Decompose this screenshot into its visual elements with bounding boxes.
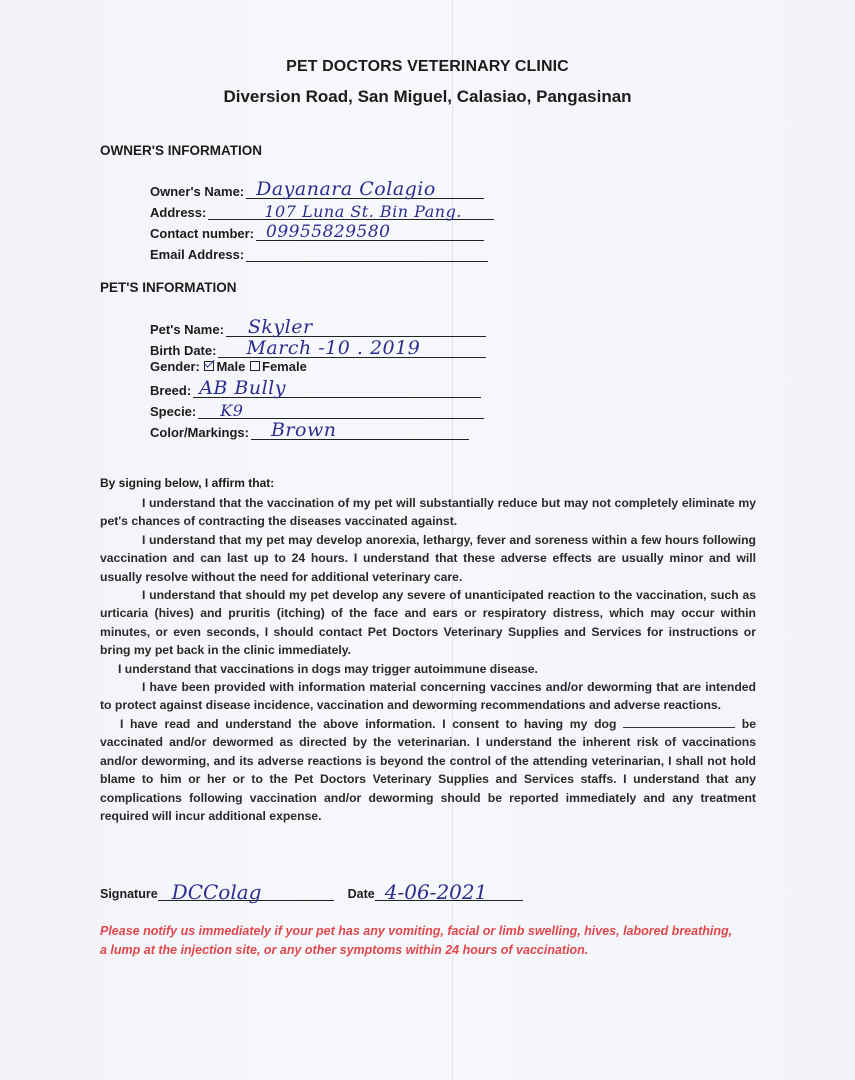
pet-name-label: Pet's Name: xyxy=(150,322,224,337)
pet-color-label: Color/Markings: xyxy=(150,425,249,440)
pet-birth-label: Birth Date: xyxy=(150,343,217,358)
pet-breed-row xyxy=(150,378,481,398)
affirmation-body xyxy=(100,494,756,825)
affirmation-p3: I understand that should my pet develop any severe of unanticipated reaction to the vaccination, such as urticaria (hives) and pruritis (itching) of the face and ears or respiratory distress, which may occur within minutes, or even seconds, I should contact Pet Doctors Veterinary Supplies and Services for instructions or bring my pet back in the clinic immediately. xyxy=(100,588,756,658)
male-label: Male xyxy=(216,359,246,374)
owner-name-row xyxy=(150,179,484,199)
signature-label: Signature xyxy=(100,887,158,901)
owner-contact-row xyxy=(150,221,484,241)
pet-name-row xyxy=(150,317,486,337)
date-value: 4-06-2021 xyxy=(384,880,488,904)
affirmation-p6-start: I have read and understand the above information. I consent to having my dog xyxy=(120,716,617,731)
owner-contact-field[interactable] xyxy=(256,222,484,241)
owner-email-row xyxy=(150,242,488,262)
affirmation-p4: I understand that vaccinations in dogs may trigger autoimmune disease. xyxy=(118,661,538,676)
gender-label: Gender: xyxy=(150,359,200,374)
owner-name-value: Dayanara Colagio xyxy=(256,178,436,200)
pet-name-value: Skyler xyxy=(247,316,313,338)
pet-birth-row xyxy=(150,338,486,358)
dog-name-blank[interactable] xyxy=(623,717,735,728)
owner-address-label: Address: xyxy=(150,205,207,220)
date-field[interactable] xyxy=(375,878,523,904)
pet-name-field[interactable] xyxy=(226,318,486,337)
affirmation-p5: I have been provided with information material concerning vaccines and/or deworming that are intended to protect against disease incidence, vaccination and deworming recommendations and adverse reactions. xyxy=(100,680,756,713)
owner-address-field[interactable] xyxy=(208,201,494,220)
pet-specie-value: K9 xyxy=(220,401,244,420)
owner-address-value: 107 Luna St. Bin Pang. xyxy=(264,202,462,221)
warning-notice: Please notify us immediately if your pet has any vomiting, facial or limb swelling, hives, labored breathing, a lump at the injection site, or any other symptoms within 24 hours of vaccination. xyxy=(100,924,733,957)
affirmation-p6-end: be vaccinated and/or dewormed as directed by the veterinarian. I understand the inherent risk of vaccinations and/or deworming, and its adverse reactions is beyond the control of the attending veterinarian, I shall not hold blame to him or her or to the Pet Doctors Veterinary Supplies and Services staffs. I understand that any complications following vaccination and/or deworming should be reported immediately and any treatment required will incur additional expense. xyxy=(100,716,756,823)
owner-name-field[interactable] xyxy=(246,180,484,199)
pet-breed-field[interactable] xyxy=(193,379,481,398)
owner-section-title: OWNER'S INFORMATION xyxy=(100,143,262,158)
pet-color-field[interactable] xyxy=(251,421,469,440)
pet-breed-label: Breed: xyxy=(150,383,192,398)
affirmation-p6 xyxy=(100,715,756,825)
owner-email-field[interactable] xyxy=(246,243,488,262)
clinic-address: Diversion Road, San Miguel, Calasiao, Pangasinan xyxy=(223,87,632,106)
female-label: Female xyxy=(262,359,307,374)
pet-birth-field[interactable] xyxy=(218,339,486,358)
female-checkbox[interactable] xyxy=(250,361,260,371)
gender-row xyxy=(150,359,307,374)
owner-contact-value: 09955829580 xyxy=(266,222,391,242)
pet-specie-label: Specie: xyxy=(150,404,197,419)
clinic-name: PET DOCTORS VETERINARY CLINIC xyxy=(286,58,569,75)
pet-section-title: PET'S INFORMATION xyxy=(100,280,237,295)
pet-color-row xyxy=(150,420,469,440)
signature-row xyxy=(100,878,523,904)
pet-breed-value: AB Bully xyxy=(199,377,286,399)
male-checkbox[interactable] xyxy=(204,361,214,371)
pet-color-value: Brown xyxy=(270,419,337,441)
owner-email-label: Email Address: xyxy=(150,247,245,262)
signature-field[interactable] xyxy=(158,878,334,904)
pet-specie-row xyxy=(150,399,484,419)
owner-address-row xyxy=(150,200,494,220)
signature-value: DCColag xyxy=(171,880,262,904)
owner-name-label: Owner's Name: xyxy=(150,184,245,199)
pet-birth-value: March -10 . 2019 xyxy=(246,337,421,359)
affirmation-p1: I understand that the vaccination of my pet will substantially reduce but may not completely eliminate my pet's chances of contracting the diseases vaccinated against. xyxy=(100,496,756,529)
date-label: Date xyxy=(347,887,375,901)
pet-specie-field[interactable] xyxy=(198,400,484,419)
affirmation-p2: I understand that my pet may develop anorexia, lethargy, fever and soreness within a few hours following vaccination and can last up to 24 hours. I understand that these adverse effects are usually minor and will usually resolve without the need for additional veterinary care. xyxy=(100,532,756,584)
affirmation-title: By signing below, I affirm that: xyxy=(100,476,275,490)
owner-contact-label: Contact number: xyxy=(150,226,254,241)
